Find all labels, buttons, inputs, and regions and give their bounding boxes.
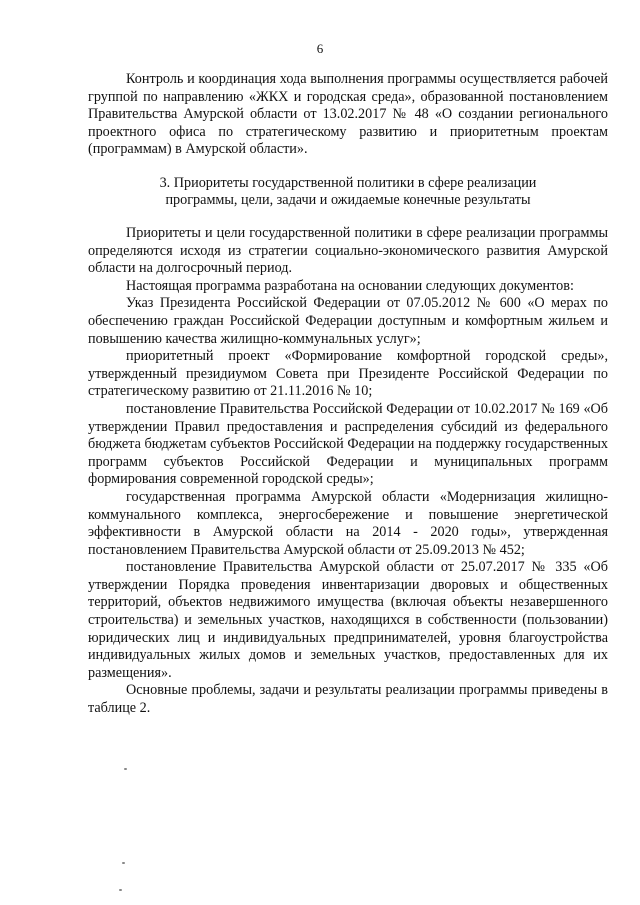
scan-speck [124, 768, 127, 770]
paragraph-presidential-decree: Указ Президента Российской Федерации от 07.05.2012 № 600 «О мерах по обеспечению граждан Российской Федерации доступным и комфортным жильем и повышению качества жилищно-коммунальных услуг»; [88, 295, 608, 347]
section-heading [88, 175, 608, 209]
paragraph-regional-resolution: постановление Правительства Амурской области от 25.07.2017 № 335 «Об утверждении Порядка проведения инвентаризации дворовых и общественных территорий, объектов недвижимого имущества (включая объекты незавершенного строительства) и земельных участков, находящихся в собственности (пользовании) юридических лиц и индивидуальных предпринимателей, уровня благоустройства индивидуальных жилых домов и земельных участков, предоставленных для их размещения». [88, 559, 608, 681]
intro-paragraph: Контроль и координация хода выполнения программы осуществляется рабочей группой по направлению «ЖКХ и городская среда», образованной постановлением Правительства Амурской области от 13.02.2017 № 48 «О создании регионального проектного офиса по стратегическому развитию и приоритетным проектам (программам) в Амурской области». [88, 71, 608, 158]
intro-section [88, 71, 608, 159]
paragraph-federal-resolution: постановление Правительства Российской Федерации от 10.02.2017 № 169 «Об утверждении Правил предоставления и распределения субсидий из федерального бюджета бюджетам субъектов Российской Федерации на поддержку государственных программ субъектов Российской Федерации и муниципальных программ формирования современной городской среды»; [88, 400, 608, 488]
page-number: 6 [316, 41, 324, 56]
section-heading-line-2: программы, цели, задачи и ожидаемые конечные результаты [165, 192, 531, 208]
scan-speck [119, 889, 122, 891]
scan-speck [122, 862, 125, 864]
paragraph-priority-project: приоритетный проект «Формирование комфортной городской среды», утвержденный президиумом Совета при Президенте Российской Федерации по стратегическому развитию от 21.11.2016 № 10; [88, 348, 608, 400]
body-text [88, 225, 608, 718]
paragraph-table-reference: Основные проблемы, задачи и результаты реализации программы приведены в таблице 2. [88, 682, 608, 717]
paragraph-priorities: Приоритеты и цели государственной политики в сфере реализации программы определяются исходя из стратегии социально-экономического развития Амурской области на долгосрочный период. [88, 225, 608, 277]
paragraph-basis-documents: Настоящая программа разработана на основании следующих документов: [126, 277, 574, 294]
paragraph-state-program: государственная программа Амурской области «Модернизация жилищно-коммунального комплекса, энергосбережение и повышение энергетической эффективности в Амурской области на 2014 - 2020 годы», утвержденная постановлением Правительства Амурской области от 25.09.2013 № 452; [88, 488, 608, 558]
section-heading-line-1: 3. Приоритеты государственной политики в сфере реализации [159, 175, 537, 191]
